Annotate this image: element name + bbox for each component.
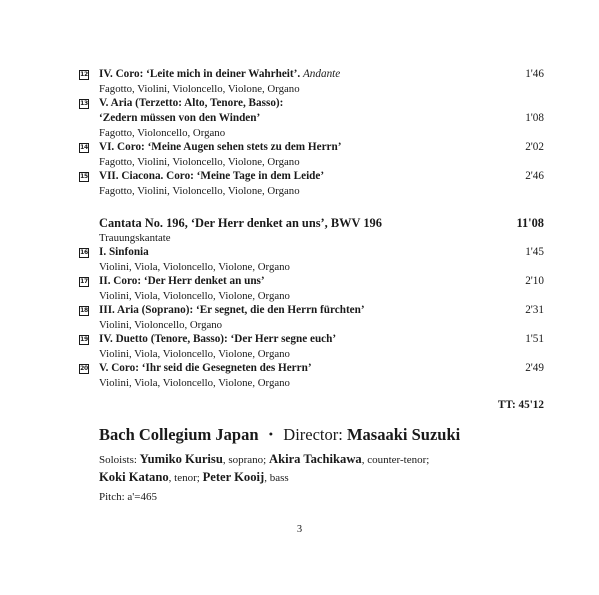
ensemble-name: Bach Collegium Japan xyxy=(99,425,259,444)
track-title: I. Sinfonia xyxy=(99,246,149,258)
track-duration: 2'46 xyxy=(525,170,544,182)
track-20 xyxy=(79,361,544,390)
track-instrumentation: Violini, Viola, Violoncello, Violone, Organo xyxy=(99,290,290,302)
track-18 xyxy=(79,303,544,332)
track-14 xyxy=(79,140,544,169)
soloist-name: Yumiko Kurisu xyxy=(139,452,223,466)
track-list xyxy=(79,67,544,390)
cantata-duration: 11'08 xyxy=(516,216,544,230)
track-duration: 2'49 xyxy=(525,362,544,374)
track-title: VI. Coro: ‘Meine Augen sehen stets zu dem Herrn’ xyxy=(99,141,342,153)
soloist-name: Akira Tachikawa xyxy=(268,452,362,466)
track-duration: 2'31 xyxy=(525,304,544,316)
track-12 xyxy=(79,67,544,96)
track-title: VII. Ciacona. Coro: ‘Meine Tage in dem Leide’ xyxy=(99,170,325,182)
track-title-line xyxy=(79,332,544,347)
track-number-box: 18 xyxy=(80,307,88,314)
track-instrumentation: Fagotto, Violini, Violoncello, Violone, Organo xyxy=(99,185,300,197)
track-duration: 2'10 xyxy=(525,275,544,287)
track-title-line xyxy=(79,169,544,184)
track-number-box: 13 xyxy=(80,100,88,107)
cantata-subtitle: Trauungskantate xyxy=(99,232,171,244)
soloist-role: , soprano; xyxy=(222,454,269,466)
track-number-box: 12 xyxy=(80,71,88,78)
track-duration: 2'02 xyxy=(525,141,544,153)
track-number-box: 17 xyxy=(80,278,88,285)
page-number: 3 xyxy=(296,524,303,535)
track-duration: 1'51 xyxy=(525,333,544,345)
track-title: IV. Duetto (Tenore, Basso): ‘Der Herr segne euch’ xyxy=(99,333,337,345)
track-title-line xyxy=(79,274,544,289)
track-title: III. Aria (Soprano): ‘Er segnet, die den Herrn fürchten’ xyxy=(99,304,365,316)
track-tempo: Andante xyxy=(302,68,341,80)
track-instrumentation: Violini, Viola, Violoncello, Violone, Organo xyxy=(99,377,290,389)
track-title-line xyxy=(79,96,544,111)
track-19 xyxy=(79,332,544,361)
track-instrumentation: Fagotto, Violini, Violoncello, Violone, Organo xyxy=(99,83,300,95)
track-title-line xyxy=(79,361,544,376)
track-duration: 1'45 xyxy=(525,246,544,258)
soloist-name: Peter Kooij xyxy=(202,470,265,484)
separator-dot: ・ xyxy=(258,425,284,444)
track-title-line xyxy=(79,67,544,82)
track-15 xyxy=(79,169,544,198)
track-title-line-2 xyxy=(79,111,544,126)
track-number-box: 15 xyxy=(80,173,88,180)
track-title-line xyxy=(79,303,544,318)
track-number-box: 20 xyxy=(80,365,88,372)
track-instrumentation: Fagotto, Violoncello, Organo xyxy=(99,127,226,139)
track-title-line xyxy=(79,245,544,260)
track-number-box: 14 xyxy=(80,144,88,151)
track-instrumentation: Violini, Viola, Violoncello, Violone, Organo xyxy=(99,348,290,360)
soloists-label: Soloists: xyxy=(99,454,140,466)
soloists-block xyxy=(99,451,539,487)
soloist-name: Koki Katano xyxy=(99,470,169,484)
total-time: TT: 45'12 xyxy=(497,399,544,411)
director-label: Director: xyxy=(283,425,347,444)
track-instrumentation: Violini, Violoncello, Organo xyxy=(99,319,223,331)
soloist-role: , bass xyxy=(264,472,289,484)
track-13 xyxy=(79,96,544,140)
track-title-line xyxy=(79,140,544,155)
performer-credits xyxy=(99,424,539,506)
track-instrumentation: Fagotto, Violini, Violoncello, Violone, Organo xyxy=(99,156,300,168)
cantata-title: Cantata No. 196, ‘Der Herr denket an uns’, BWV 196 xyxy=(99,216,382,230)
track-title: IV. Coro: ‘Leite mich in deiner Wahrheit’. xyxy=(99,68,303,80)
soloist-role: , tenor; xyxy=(168,472,203,484)
ensemble-line xyxy=(99,424,539,446)
track-instrumentation: Violini, Viola, Violoncello, Violone, Organo xyxy=(99,261,290,273)
track-title: V. Aria (Terzetto: Alto, Tenore, Basso): xyxy=(99,97,284,109)
cantata-heading xyxy=(79,215,544,231)
track-duration: 1'08 xyxy=(525,112,544,124)
track-duration: 1'46 xyxy=(525,68,544,80)
director-name: Masaaki Suzuki xyxy=(346,425,461,444)
track-16 xyxy=(79,245,544,274)
track-title: II. Coro: ‘Der Herr denket an uns’ xyxy=(99,275,265,287)
track-title-continued: ‘Zedern müssen von den Winden’ xyxy=(99,112,261,124)
track-number-box: 16 xyxy=(80,249,88,256)
soloist-role: , counter-tenor; xyxy=(361,454,430,466)
track-17 xyxy=(79,274,544,303)
track-title: V. Coro: ‘Ihr seid die Gesegneten des Herrn’ xyxy=(99,362,312,374)
track-number-box: 19 xyxy=(80,336,88,343)
pitch-info: Pitch: a'=465 xyxy=(99,491,157,503)
